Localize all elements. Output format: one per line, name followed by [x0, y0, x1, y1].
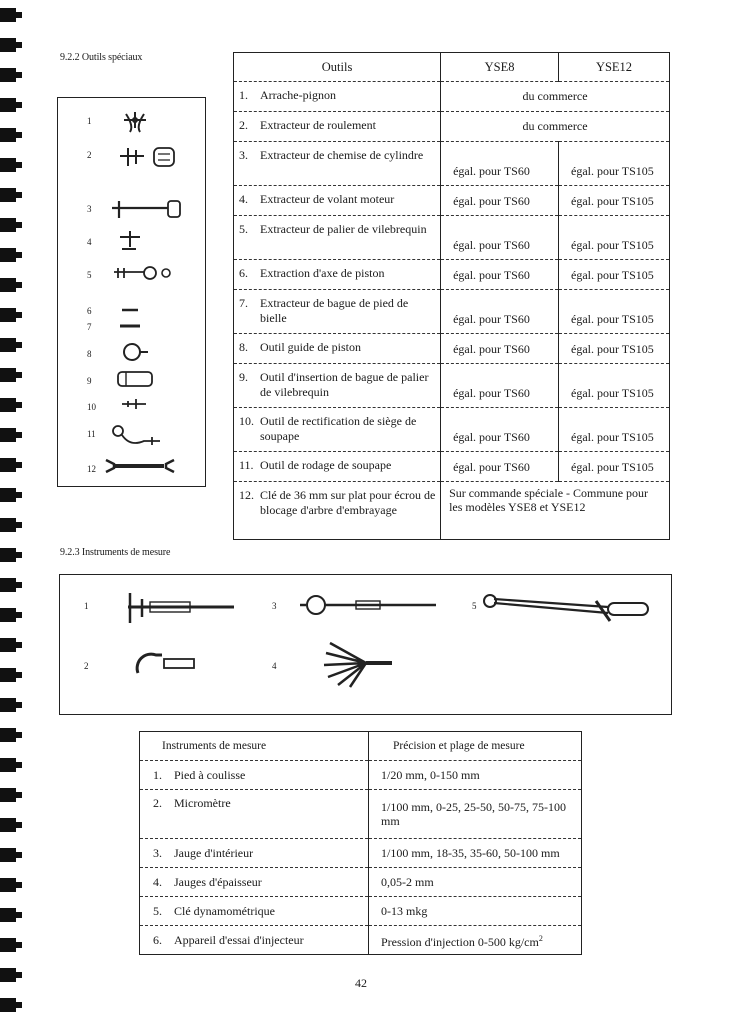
wrench-icon — [104, 458, 194, 486]
yse8-value: égal. pour TS60 — [441, 364, 559, 408]
column-header: Précision et plage de mesure — [369, 732, 582, 761]
figure-number: 11 — [87, 429, 96, 439]
tool-availability: du commerce — [441, 112, 670, 142]
crankshaft-bearing-puller-icon — [104, 264, 194, 292]
row-number: 9. — [239, 370, 248, 384]
binding-hole — [14, 162, 22, 168]
table-row — [234, 364, 670, 408]
measuring-instruments-table — [139, 731, 582, 955]
binding-ring — [0, 428, 16, 442]
binding-hole — [14, 192, 22, 198]
tool-name: Extracteur de palier de vilebrequin — [260, 222, 427, 236]
instrument-name: Pied à coulisse — [174, 767, 246, 782]
binding-ring — [0, 188, 16, 202]
tool-name: Extracteur de chemise de cylindre — [260, 148, 424, 162]
binding-ring — [0, 158, 16, 172]
tool-figure-1 — [58, 110, 205, 138]
tool-name: Arrache-pignon — [260, 88, 336, 102]
binding-ring — [0, 578, 16, 592]
binding-ring — [0, 38, 16, 52]
binding-hole — [14, 432, 22, 438]
feeler-gauge-icon — [316, 639, 396, 689]
figure-number: 9 — [87, 376, 92, 386]
binding-hole — [14, 372, 22, 378]
tool-figure-2 — [58, 144, 205, 172]
figure-number: 2 — [87, 150, 92, 160]
figure-number: 12 — [87, 464, 96, 474]
binding-ring — [0, 218, 16, 232]
binding-hole — [14, 132, 22, 138]
instrument-range: 0-13 mkg — [369, 897, 582, 926]
table-header-row — [234, 53, 670, 82]
binding-ring — [0, 488, 16, 502]
table-row — [234, 334, 670, 364]
tool-availability: du commerce — [441, 82, 670, 112]
tool-name: Outil de rectification de siège de soupape — [260, 414, 417, 443]
binding-ring — [0, 908, 16, 922]
yse12-value: égal. pour TS105 — [559, 260, 670, 290]
bore-gauge-icon — [296, 591, 446, 621]
table-row — [140, 839, 582, 868]
row-number: 3. — [153, 845, 162, 860]
yse8-value: égal. pour TS60 — [441, 186, 559, 216]
column-header: YSE8 — [441, 53, 559, 82]
tool-figure-12 — [58, 458, 205, 486]
cylinder-liner-puller-icon — [104, 198, 194, 226]
table-row — [234, 112, 670, 142]
table-row — [234, 482, 670, 540]
row-number: 6. — [239, 266, 248, 280]
page-number: 42 — [355, 976, 367, 990]
binding-ring — [0, 698, 16, 712]
binding-hole — [14, 462, 22, 468]
table-row — [234, 82, 670, 112]
bushing-insertion-tool-icon — [104, 370, 194, 398]
instrument-name: Appareil d'essai d'injecteur — [174, 932, 304, 947]
binding-hole — [14, 252, 22, 258]
binding-hole — [14, 492, 22, 498]
binding-hole — [14, 312, 22, 318]
row-number: 1. — [153, 767, 162, 782]
yse12-value: égal. pour TS105 — [559, 364, 670, 408]
binding-hole — [14, 522, 22, 528]
yse12-value: égal. pour TS105 — [559, 142, 670, 186]
binding-hole — [14, 762, 22, 768]
binding-ring — [0, 248, 16, 262]
binding-ring — [0, 398, 16, 412]
figure-number: 1 — [84, 601, 89, 611]
binding-hole — [14, 972, 22, 978]
figure-number: 10 — [87, 402, 96, 412]
table-row — [234, 290, 670, 334]
binding-hole — [14, 582, 22, 588]
binding-ring — [0, 338, 16, 352]
binding-ring — [0, 848, 16, 862]
special-order-text: Sur commande spéciale - Commune pour les modèles YSE8 et YSE12 — [449, 486, 649, 514]
binding-ring — [0, 368, 16, 382]
binding-hole — [14, 342, 22, 348]
binding-hole — [14, 882, 22, 888]
figure-number: 2 — [84, 661, 89, 671]
piston-guide-icon — [104, 343, 194, 371]
tool-name: Extracteur de bague de pied de bielle — [260, 296, 409, 325]
yse12-value: égal. pour TS105 — [559, 290, 670, 334]
yse12-value: égal. pour TS105 — [559, 334, 670, 364]
binding-hole — [14, 282, 22, 288]
instrument-name: Jauges d'épaisseur — [174, 874, 262, 889]
yse8-value: égal. pour TS60 — [441, 290, 559, 334]
yse8-value: égal. pour TS60 — [441, 334, 559, 364]
table-row — [234, 142, 670, 186]
binding-ring — [0, 938, 16, 952]
binding-ring — [0, 998, 16, 1012]
binding-hole — [14, 222, 22, 228]
valve-seat-cutter-icon — [104, 396, 194, 424]
tool-name: Clé de 36 mm sur plat pour écrou de blocage d'arbre d'embrayage — [260, 488, 436, 517]
tool-name: Extracteur de volant moteur — [260, 192, 395, 206]
figure-number: 7 — [87, 322, 92, 332]
yse8-value: égal. pour TS60 — [441, 142, 559, 186]
binding-ring — [0, 518, 16, 532]
row-number: 11. — [239, 458, 254, 472]
instrument-name: Jauge d'intérieur — [174, 845, 254, 860]
binding-ring — [0, 308, 16, 322]
table-row — [140, 897, 582, 926]
binding-ring — [0, 638, 16, 652]
row-number: 2. — [153, 796, 162, 810]
figure-number: 6 — [87, 306, 92, 316]
yse8-value: égal. pour TS60 — [441, 452, 559, 482]
instrument-range: 1/20 mm, 0-150 mm — [369, 761, 582, 790]
instrument-name: Micromètre — [174, 796, 231, 810]
binding-ring — [0, 8, 16, 22]
binding-ring — [0, 98, 16, 112]
binding-ring — [0, 818, 16, 832]
tool-name: Outil d'insertion de bague de palier de vilebrequin — [260, 370, 429, 399]
column-header: Instruments de mesure — [140, 732, 369, 761]
binding-hole — [14, 672, 22, 678]
binding-hole — [14, 12, 22, 18]
valve-lapping-tool-icon — [104, 423, 194, 451]
instruments-section-heading: 9.2.3 Instruments de mesure — [60, 547, 171, 558]
binding-hole — [14, 732, 22, 738]
torque-wrench-icon — [480, 587, 652, 633]
binding-ring — [0, 128, 16, 142]
row-number: 3. — [239, 148, 248, 162]
tool-figure-3 — [58, 198, 205, 226]
tool-figure-4 — [58, 231, 205, 259]
table-row — [140, 926, 582, 955]
binding-ring — [0, 728, 16, 742]
binding-hole — [14, 72, 22, 78]
binding-hole — [14, 612, 22, 618]
binding-ring — [0, 68, 16, 82]
measuring-instruments-illustration — [59, 574, 672, 715]
tool-name: Extraction d'axe de piston — [260, 266, 385, 280]
binding-hole — [14, 42, 22, 48]
binding-hole — [14, 822, 22, 828]
table-row — [234, 186, 670, 216]
tool-name: Extracteur de roulement — [260, 118, 376, 132]
binding-hole — [14, 642, 22, 648]
row-number: 5. — [239, 222, 248, 236]
binding-ring — [0, 758, 16, 772]
table-row — [140, 790, 582, 839]
row-number: 1. — [239, 88, 248, 102]
binding-ring — [0, 968, 16, 982]
flywheel-puller-icon — [104, 231, 194, 259]
special-tools-table — [233, 52, 670, 540]
yse12-value: égal. pour TS105 — [559, 452, 670, 482]
row-number: 6. — [153, 932, 162, 947]
gear-puller-icon — [104, 110, 194, 138]
tool-figure-9 — [58, 370, 205, 398]
binding-ring — [0, 878, 16, 892]
vernier-caliper-icon — [122, 589, 242, 629]
binding-hole — [14, 852, 22, 858]
column-header: Outils — [234, 53, 441, 82]
figure-number: 3 — [272, 601, 277, 611]
binding-hole — [14, 942, 22, 948]
table-row — [140, 761, 582, 790]
tools-section-heading: 9.2.2 Outils spéciaux — [60, 52, 143, 63]
table-row — [234, 408, 670, 452]
tool-name: Outil guide de piston — [260, 340, 361, 354]
yse8-value: égal. pour TS60 — [441, 260, 559, 290]
table-row — [234, 216, 670, 260]
yse8-value: égal. pour TS60 — [441, 408, 559, 452]
binding-ring — [0, 458, 16, 472]
figure-number: 4 — [87, 237, 92, 247]
tool-figure-5 — [58, 264, 205, 292]
yse12-value: égal. pour TS105 — [559, 408, 670, 452]
binding-ring — [0, 278, 16, 292]
binding-ring — [0, 548, 16, 562]
yse8-value: égal. pour TS60 — [441, 216, 559, 260]
tool-figure-11 — [58, 423, 205, 451]
row-number: 5. — [153, 903, 162, 918]
figure-number: 5 — [87, 270, 92, 280]
binding-hole — [14, 102, 22, 108]
row-number: 8. — [239, 340, 248, 354]
instrument-range: 1/100 mm, 18-35, 35-60, 50-100 mm — [369, 839, 582, 868]
tool-figure-7 — [58, 316, 205, 344]
instrument-range: 1/100 mm, 0-25, 25-50, 50-75, 75-100 mm — [381, 800, 566, 828]
tool-figure-8 — [58, 343, 205, 371]
row-number: 2. — [239, 118, 248, 132]
figure-number: 4 — [272, 661, 277, 671]
special-order-note — [441, 482, 670, 540]
bushing-puller-icon — [104, 316, 194, 344]
binding-hole — [14, 402, 22, 408]
row-number: 10. — [239, 414, 254, 428]
table-row — [234, 452, 670, 482]
table-row — [234, 260, 670, 290]
binding-hole — [14, 552, 22, 558]
instrument-name: Clé dynamométrique — [174, 903, 275, 918]
instrument-range: Pression d'injection 0-500 kg/cm — [381, 934, 539, 949]
figure-number: 5 — [472, 601, 477, 611]
binding-hole — [14, 702, 22, 708]
binding-ring — [0, 608, 16, 622]
binding-hole — [14, 792, 22, 798]
tool-name: Outil de rodage de soupape — [260, 458, 392, 472]
table-header-row — [140, 732, 582, 761]
binding-ring — [0, 668, 16, 682]
special-tools-illustration — [57, 97, 206, 487]
yse12-value: égal. pour TS105 — [559, 186, 670, 216]
bearing-puller-icon — [104, 144, 194, 172]
row-number: 4. — [239, 192, 248, 206]
micrometer-icon — [132, 649, 212, 683]
instrument-range: 0,05-2 mm — [369, 868, 582, 897]
row-number: 12. — [239, 488, 254, 502]
spiral-binding-graphic — [0, 0, 26, 1024]
figure-number: 3 — [87, 204, 92, 214]
binding-ring — [0, 788, 16, 802]
binding-hole — [14, 912, 22, 918]
figure-number: 1 — [87, 116, 92, 126]
unit-exponent: 2 — [538, 933, 543, 943]
binding-hole — [14, 1002, 22, 1008]
column-header: YSE12 — [559, 53, 670, 82]
figure-number: 8 — [87, 349, 92, 359]
row-number: 4. — [153, 874, 162, 889]
table-row — [140, 868, 582, 897]
yse12-value: égal. pour TS105 — [559, 216, 670, 260]
tool-figure-10 — [58, 396, 205, 424]
row-number: 7. — [239, 296, 248, 310]
